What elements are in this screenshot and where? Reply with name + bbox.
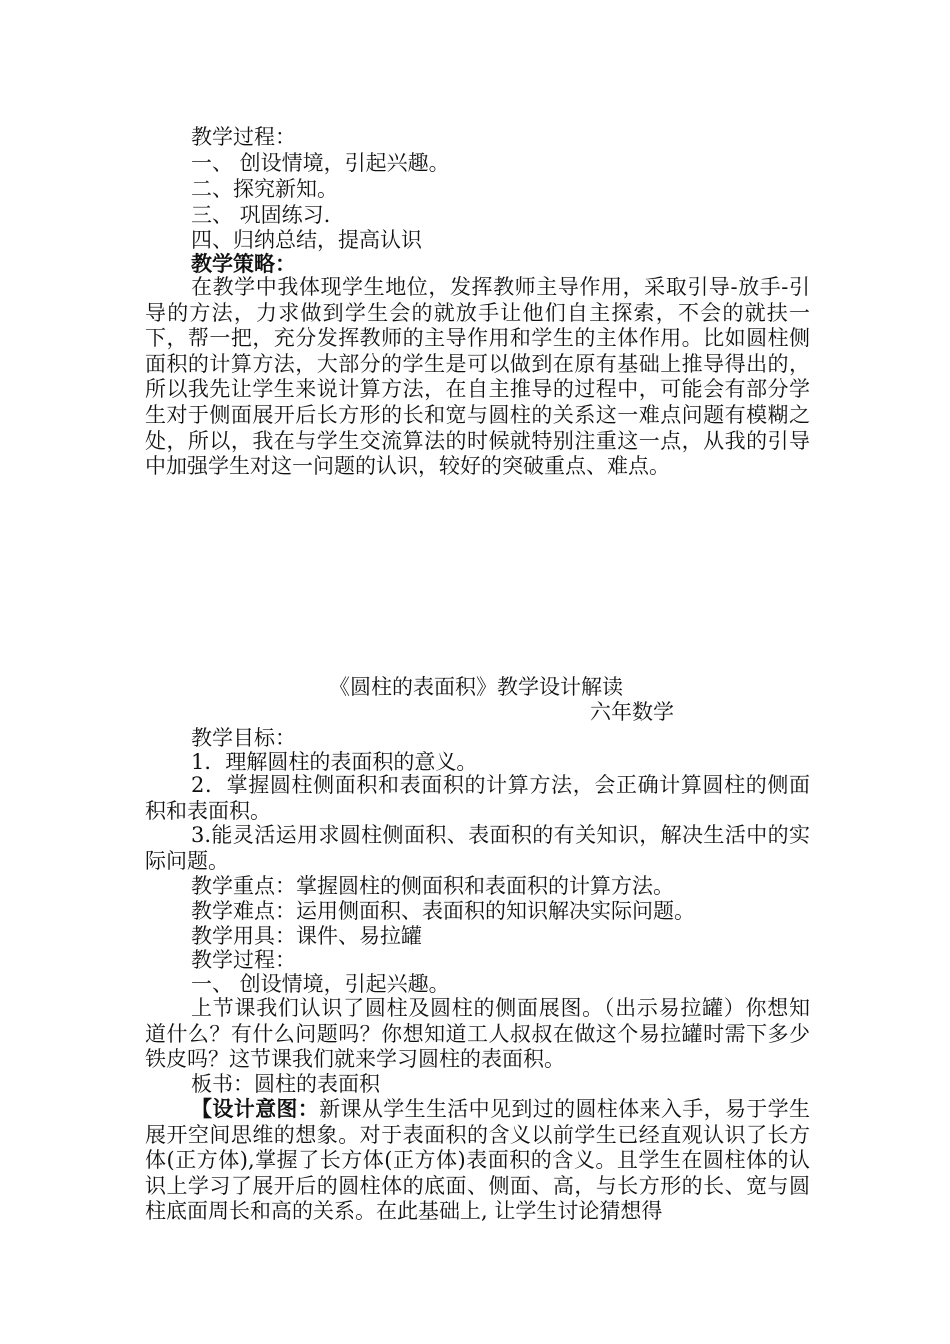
process-heading-2: 教学过程：	[191, 948, 296, 972]
process-step-2: 二、探究新知。	[191, 177, 338, 201]
design-intent-paragraph	[145, 1096, 810, 1225]
document-title: 《圆柱的表面积》教学设计解读	[329, 675, 623, 699]
process-step-1: 一、 创设情境，引起兴趣。	[191, 151, 450, 175]
goals-heading: 教学目标：	[191, 726, 296, 750]
board-text: 板书：圆柱的表面积	[191, 1072, 380, 1096]
design-intent-text: 新课从学生生活中见到过的圆柱体来入手，易于学生展开空间思维的想象。对于表面积的含义以前学生已经直观认识了长方体(正方体),掌握了长方体(正方体)表面积的含义。且学生在圆柱体的认识上学习了展开后的圆柱体的底面、侧面、高，与长方形的长、宽与圆柱底面周长和高的关系。在此基础上, 让学生讨论猜想得	[145, 1097, 811, 1224]
process-step-1b: 一、 创设情境，引起兴趣。	[191, 972, 450, 996]
tools: 教学用具：课件、易拉罐	[191, 924, 422, 948]
goal-2: 2．掌握圆柱侧面积和表面积的计算方法，会正确计算圆柱的侧面积和表面积。	[145, 773, 810, 823]
key-point: 教学重点：掌握圆柱的侧面积和表面积的计算方法。	[191, 874, 674, 898]
difficulty: 教学难点：运用侧面积、表面积的知识解决实际问题。	[191, 899, 695, 923]
intro-paragraph: 上节课我们认识了圆柱及圆柱的侧面展图。（出示易拉罐）你想知道什么？有什么问题吗？你想知道工人叔叔在做这个易拉罐时需下多少铁皮吗？这节课我们就来学习圆柱的表面积。	[145, 996, 810, 1072]
design-intent-label: 【设计意图：	[191, 1096, 320, 1121]
strategy-heading: 教学策略：	[191, 251, 296, 276]
strategy-paragraph: 在教学中我体现学生地位，发挥教师主导作用，采取引导-放手-引导的方法，力求做到学生会的就放手让他们自主探索，不会的就扶一下，帮一把，充分发挥教师的主导作用和学生的主体作用。比如圆柱侧面积的计算方法，大部分的学生是可以做到在原有基础上推导得出的，所以我先让学生来说计算方法，在自主推导的过程中，可能会有部分学生对于侧面展开后长方形的长和宽与圆柱的关系这一难点问题有模糊之处，所以，我在与学生交流算法的时候就特别注重这一点，从我的引导中加强学生对这一问题的认识，较好的突破重点、难点。	[145, 275, 810, 479]
goal-3: 3.能灵活运用求圆柱侧面积、表面积的有关知识，解决生活中的实际问题。	[145, 823, 810, 873]
document-subtitle: 六年数学	[590, 700, 674, 724]
process-heading: 教学过程：	[191, 125, 296, 149]
process-step-4: 四、归纳总结，提高认识	[191, 228, 422, 252]
process-step-3: 三、 巩固练习.	[191, 203, 331, 227]
goal-1: 1．理解圆柱的表面积的意义。	[191, 750, 478, 774]
